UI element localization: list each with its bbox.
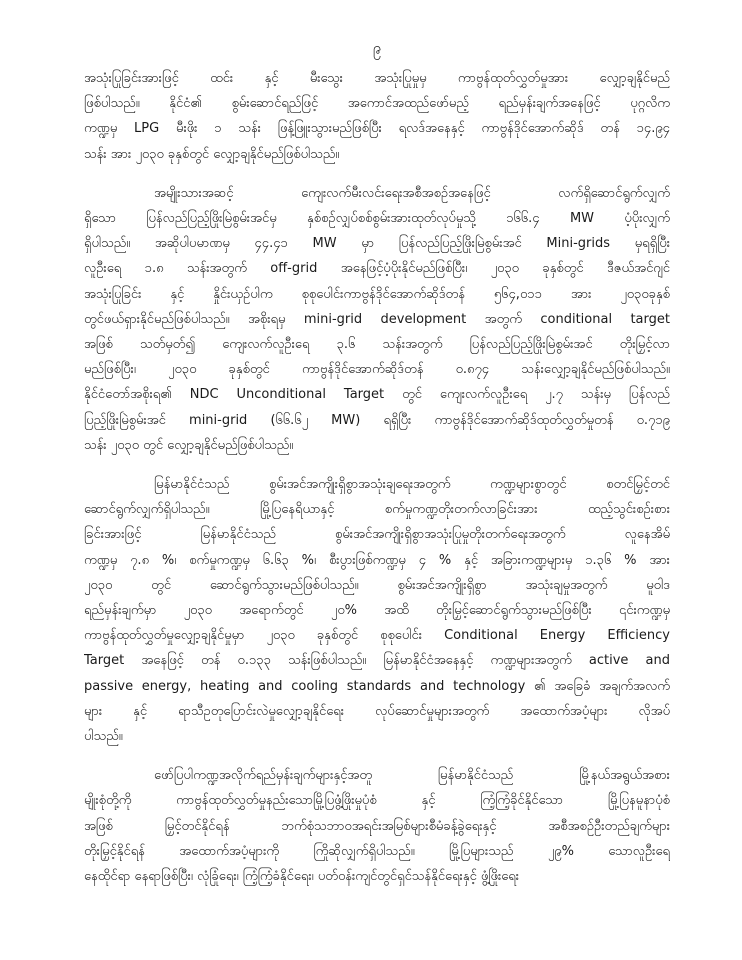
text-line: သန်း ၂၀၃၀ တွင် လျှော့ချနိုင်မည်ဖြစ်ပါသည်။ bbox=[84, 437, 294, 453]
text-line: အဖြစ် မြှင့်တင်နိုင်ရန် ဘက်စုံသဘာဝအရင်းအမြစ်များစီမံခန့်ခွဲရေးနှင့် အစီအစဉ်ဦးတည်ချက်များ bbox=[84, 818, 670, 834]
text-line: ဆောင်ရွက်လျှက်ရှိပါသည်။ မြို့ပြနေရိယာနှင့် စက်မှုကဏ္ဍတိုးတက်လာခြင်းအား ထည့်သွင်းစဉ်းစား bbox=[84, 502, 670, 518]
text-line: ၂၀၃၀ တွင် ဆောင်ရွက်သွားမည်ဖြစ်ပါသည်။ စွမ်းအင်အကျိုးရှိစွာ အသုံးချမှုအတွက် မူဝါဒ bbox=[84, 577, 670, 593]
text-line: အသုံးပြုခြင်း နှင့် နှိုင်းယှဉ်ပါက စုစုပေါင်းကာဗွန်ဒိုင်အောက်ဆိုဒ်တန် ၅၆၄,၀၁၁ အား ၂၀၃၀ခုနှစ် bbox=[84, 286, 670, 302]
text-line: နိုင်ငံတော်အစိုးရ၏ NDC Unconditional Target တွင် ကျေးလက်လူဦးရေ ၂.၇ သန်းမှ ပြန်လည် bbox=[84, 387, 670, 403]
text-line: ရှိပါသည်။ အဆိုပါပမာဏမှ ၄၄.၄၁ MW မှာ ပြန်လည်ပြည့်ဖြိုးမြဲစွမ်းအင် Mini-grids မှရရှိပြီး bbox=[84, 236, 670, 252]
text-line: Target အနေဖြင့် တန် ၀.၁၃၃ သန်းဖြစ်ပါသည်။ မြန်မာနိုင်ငံအနေနှင့် ကဏ္ဍများအတွက် active and bbox=[84, 653, 670, 669]
text-line: ကာဗွန်ထုတ်လွှတ်မှုလျှော့ချနိုင်မှုမှာ ၂၀၃၀ ခုနှစ်တွင် စုစုပေါင်း Conditional Energy Efficiency bbox=[84, 628, 670, 644]
paragraph bbox=[84, 66, 670, 167]
text-line: များ နှင့် ရာသီဥတုပြောင်းလဲမှုလျှော့ချနိုင်ရေး လုပ်ဆောင်မှုများအတွက် အထောက်အပံ့များ လိုအပ် bbox=[84, 703, 670, 719]
text-line: passive energy, heating and cooling standards and technology ၏ အခြေခံ အချက်အလက် bbox=[84, 678, 670, 694]
paragraph bbox=[84, 472, 670, 749]
text-line: အမျိုးသားအဆင့် ကျေးလက်မီးလင်းရေးအစီအစဉ်အနေဖြင့် လက်ရှိဆောင်ရွက်လျှက် bbox=[154, 185, 670, 201]
text-line: ခြင်းအားဖြင့် မြန်မာနိုင်ငံသည် စွမ်းအင်အကျိုးရှိစွာအသုံးပြုမှုတိုးတက်ရေးအတွက် လူနေအိမ် bbox=[84, 527, 670, 543]
text-line: တိုးမြှင့်နိုင်ရန် အထောက်အပံ့များကို ကြိုဆိုလျှက်ရှိပါသည်။ မြို့ပြများသည် ၂၉% သောလူဦးရေ bbox=[84, 843, 670, 859]
text-line: သန်း အား ၂၀၃၀ ခုနှစ်တွင် လျှော့ချနိုင်မည်ဖြစ်ပါသည်။ bbox=[84, 146, 340, 162]
text-line: ရည်မှန်းချက်မှာ ၂၀၃၀ အရောက်တွင် ၂၀% အထိ တိုးမြှင့်ဆောင်ရွက်သွားမည်ဖြစ်ပြီး ၎င်းကဏ္ဍမှ bbox=[84, 603, 670, 619]
text-line: ဖြစ်ပါသည်။ နိုင်ငံ၏ စွမ်းဆောင်ရည်ဖြင့် အကောင်အထည်ဖော်မည့် ရည်မှန်းချက်အနေဖြင့် ပုဂ္ဂလိက bbox=[84, 96, 670, 112]
text-line: ပြည့်ဖြိုးမြဲစွမ်းအင် mini-grid (၆၆.၆၂ MW) ရရှိပြီး ကာဗွန်ဒိုင်အောက်ဆိုဒ်ထုတ်လွှတ်မှုတန် ၀.၇၁၉ bbox=[84, 412, 670, 428]
text-line: လူဦးရေ ၁.၈ သန်းအတွက် off-grid အနေဖြင့်ပံ့ပိုးနိုင်မည်ဖြစ်ပြီး၊ ၂၀၃၀ ခုနှစ်တွင် ဒီဇယ်အင်ဂျင် bbox=[84, 261, 670, 277]
text-line: ဖော်ပြပါကဏ္ဍအလိုက်ရည်မှန်းချက်များနှင့်အတူ မြန်မာနိုင်ငံသည် မြို့နယ်အရွယ်အစား bbox=[154, 768, 670, 784]
text-line: နေထိုင်ရာ နေရာဖြစ်ပြီး၊ လုံခြုံရေး၊ ကြံ့ကြံ့ခံနိုင်ရေး၊ ပတ်ဝန်းကျင်တွင်ရှင်သန်နိုင်ရေးနှင့် ဖွံ့ဖြိုးရေး bbox=[84, 869, 520, 885]
body-text bbox=[84, 66, 670, 889]
text-line: မျိုးစုံတို့ကို ကာဗွန်ထုတ်လွှတ်မှုနည်းသောမြို့ပြဖွံ့ဖြိုးမှုပုံစံ နှင့် ကြံ့ကြံ့ခိုင်နိုင်သော မြို့ပြနမူနာပုံစံ bbox=[84, 793, 670, 809]
text-line: အဖြစ် သတ်မှတ်၍ ကျေးလက်လူဦးရေ ၃.၆ သန်းအတွက် ပြန်လည်ပြည့်ဖြိုးမြဲစွမ်းအင် တိုးမြှင့်လာ bbox=[84, 337, 670, 353]
text-line: မြန်မာနိုင်ငံသည် စွမ်းအင်အကျိုးရှိစွာအသုံးချရေးအတွက် ကဏ္ဍများစွာတွင် စတင်မြှင့်တင် bbox=[154, 477, 670, 493]
page-number: ၉ bbox=[372, 39, 382, 57]
text-line: ပါသည်။ bbox=[84, 729, 123, 745]
text-line: ကဏ္ဍမှ ၇.၈ %၊ စက်မှုကဏ္ဍမှ ၆.၆၃ %၊ စီးပွားဖြစ်ကဏ္ဍမှ ၄ % နှင့် အခြားကဏ္ဍများမှ ၁.၃၆ % အား bbox=[84, 552, 670, 568]
text-line: ကဏ္ဍမှ LPG မီးဖိုး ၁ သန်း ဖြန့်ဖြူးသွားမည်ဖြစ်ပြီး ရလဒ်အနေနှင့် ကာဗွန်ဒိုင်အောက်ဆိုဒ် တန် ၁၄.၉၄ bbox=[84, 121, 670, 137]
text-line: မည်ဖြစ်ပြီး၊ ၂၀၃၀ ခုနှစ်တွင် ကာဗွန်ဒိုင်အောက်ဆိုဒ်တန် ၀.၈၇၄ သန်းလျှော့ချနိုင်မည်ဖြစ်ပါသည်။ bbox=[84, 362, 670, 378]
text-line: ရှိသော ပြန်လည်ပြည့်ဖြိုးမြဲစွမ်းအင်မှ နှစ်စဉ်လျှပ်စစ်စွမ်းအားထုတ်လုပ်မှုသို့ ၁၆၆.၄ MW ပံ့ပိုးလျှက် bbox=[84, 211, 670, 227]
paragraph bbox=[84, 763, 670, 889]
paragraph bbox=[84, 181, 670, 458]
text-line: အသုံးပြုခြင်းအားဖြင့် ထင်း နှင့် မီးသွေး အသုံးပြုမှုမှ ကာဗွန်ထုတ်လွှတ်မှုအား လျှော့ချနိုင်မည် bbox=[84, 71, 670, 86]
text-line: တွင်ဖယ်ရှားနိုင်မည်ဖြစ်ပါသည်။ အစိုးရမှ mini-grid development အတွက် conditional target bbox=[84, 311, 670, 327]
